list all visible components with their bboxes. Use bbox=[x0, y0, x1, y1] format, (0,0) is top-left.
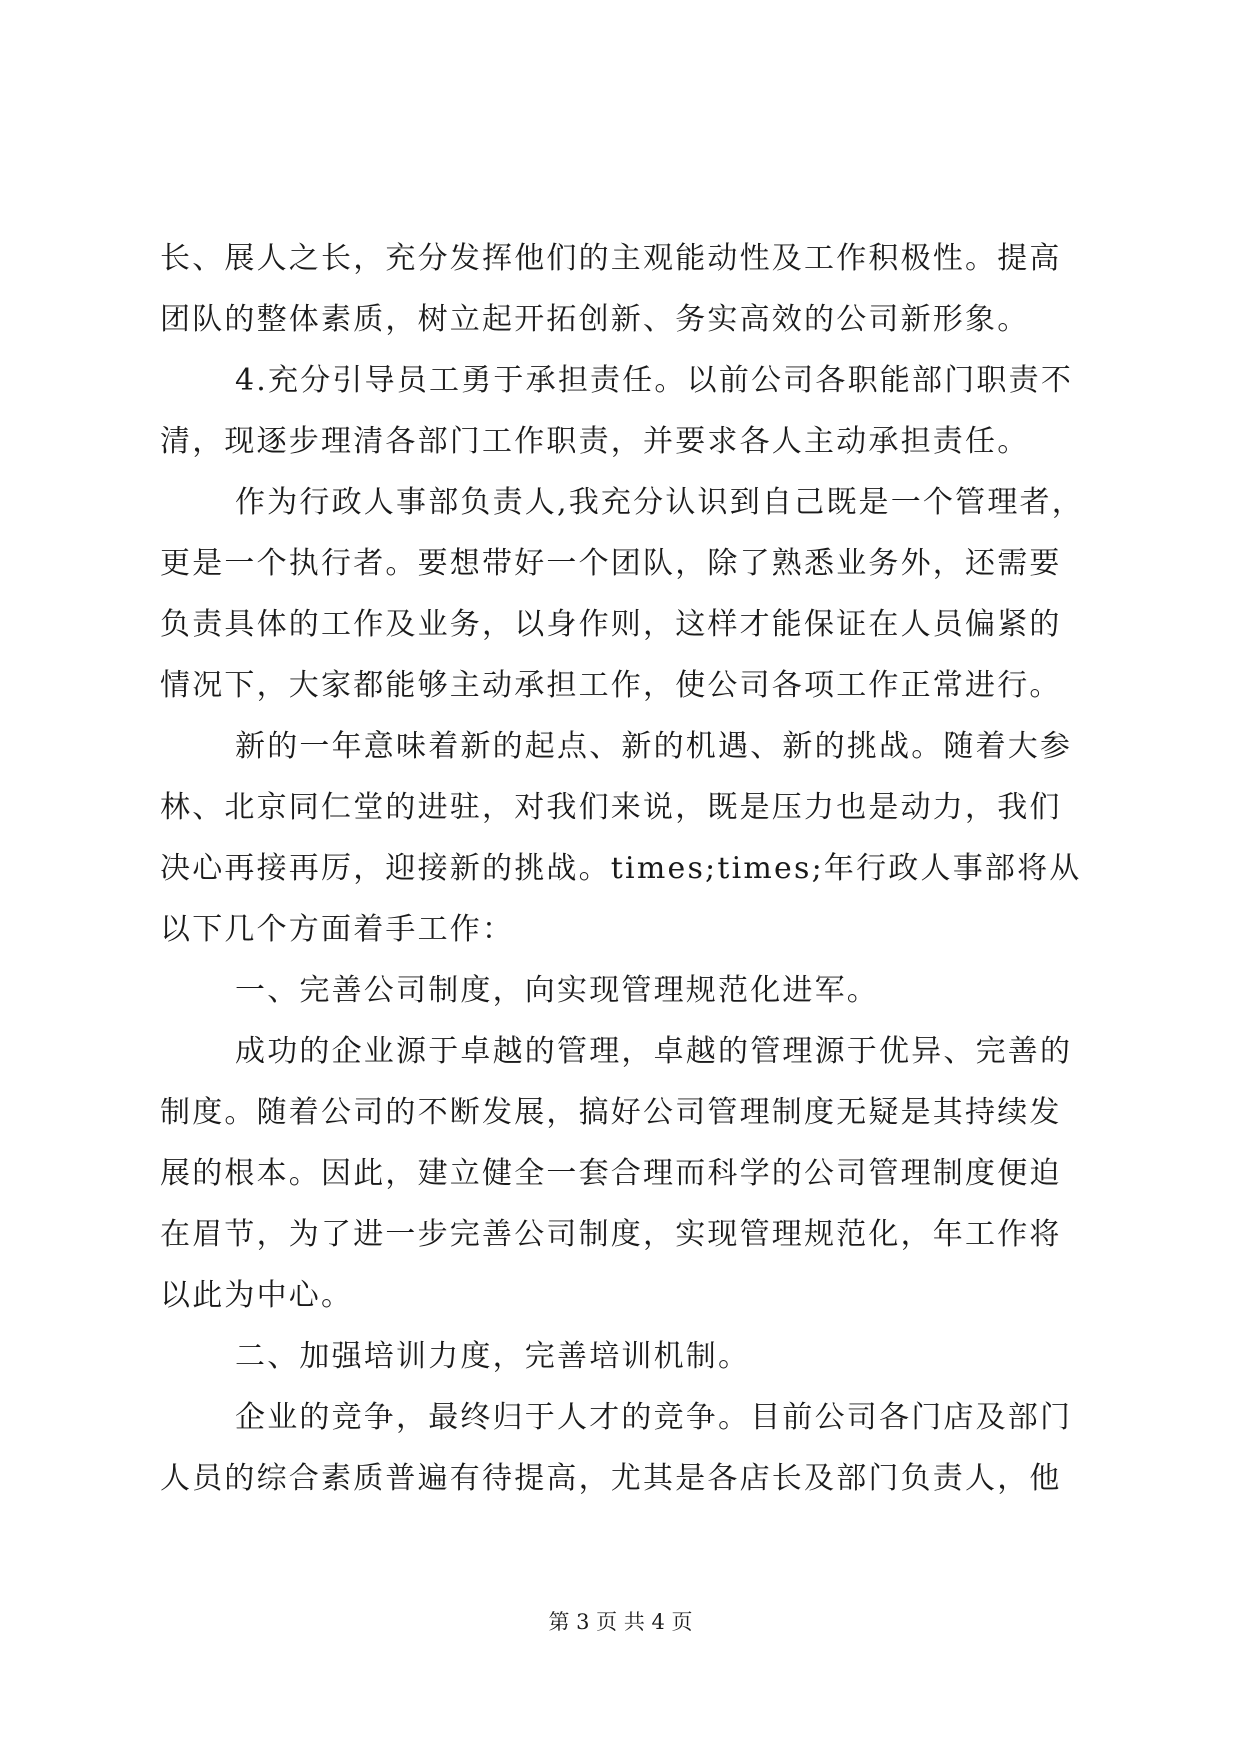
text-line: 林、北京同仁堂的进驻，对我们来说，既是压力也是动力，我们 bbox=[160, 790, 1062, 825]
text-line: 更是一个执行者。要想带好一个团队，除了熟悉业务外，还需要 bbox=[160, 546, 1062, 581]
text-line: 成功的企业源于卓越的管理，卓越的管理源于优异、完善的 bbox=[235, 1034, 1073, 1069]
text-line: 制度。随着公司的不断发展，搞好公司管理制度无疑是其持续发 bbox=[160, 1095, 1062, 1130]
section-heading: 二、加强培训力度，完善培训机制。 bbox=[235, 1339, 751, 1374]
text-line: 企业的竞争，最终归于人才的竞争。目前公司各门店及部门 bbox=[235, 1400, 1073, 1435]
text-line: 负责具体的工作及业务，以身作则，这样才能保证在人员偏紧的 bbox=[160, 607, 1062, 642]
text-line: 决心再接再厉，迎接新的挑战。times;times;年行政人事部将从 bbox=[160, 851, 1082, 886]
page-number-footer: 第 3 页 共 4 页 bbox=[548, 1610, 693, 1634]
text-line: 人员的综合素质普遍有待提高，尤其是各店长及部门负责人，他 bbox=[160, 1461, 1062, 1496]
text-line: 团队的整体素质，树立起开拓创新、务实高效的公司新形象。 bbox=[160, 302, 1030, 337]
text-line: 作为行政人事部负责人,我充分认识到自己既是一个管理者， bbox=[235, 485, 1084, 520]
text-line: 清，现逐步理清各部门工作职责，并要求各人主动承担责任。 bbox=[160, 424, 1030, 459]
text-line: 长、展人之长，充分发挥他们的主观能动性及工作积极性。提高 bbox=[160, 241, 1062, 276]
text-line: 以此为中心。 bbox=[160, 1278, 354, 1313]
text-line: 以下几个方面着手工作： bbox=[160, 912, 515, 947]
text-line: 在眉节，为了进一步完善公司制度，实现管理规范化，年工作将 bbox=[160, 1217, 1062, 1252]
section-heading: 一、完善公司制度，向实现管理规范化进军。 bbox=[235, 973, 879, 1008]
document-body bbox=[160, 228, 1084, 1509]
text-line: 展的根本。因此，建立健全一套合理而科学的公司管理制度便迫 bbox=[160, 1156, 1062, 1191]
text-line: 情况下，大家都能够主动承担工作，使公司各项工作正常进行。 bbox=[160, 668, 1062, 703]
text-line: 新的一年意味着新的起点、新的机遇、新的挑战。随着大参 bbox=[235, 729, 1073, 764]
text-line: 4.充分引导员工勇于承担责任。以前公司各职能部门职责不 bbox=[235, 363, 1074, 398]
